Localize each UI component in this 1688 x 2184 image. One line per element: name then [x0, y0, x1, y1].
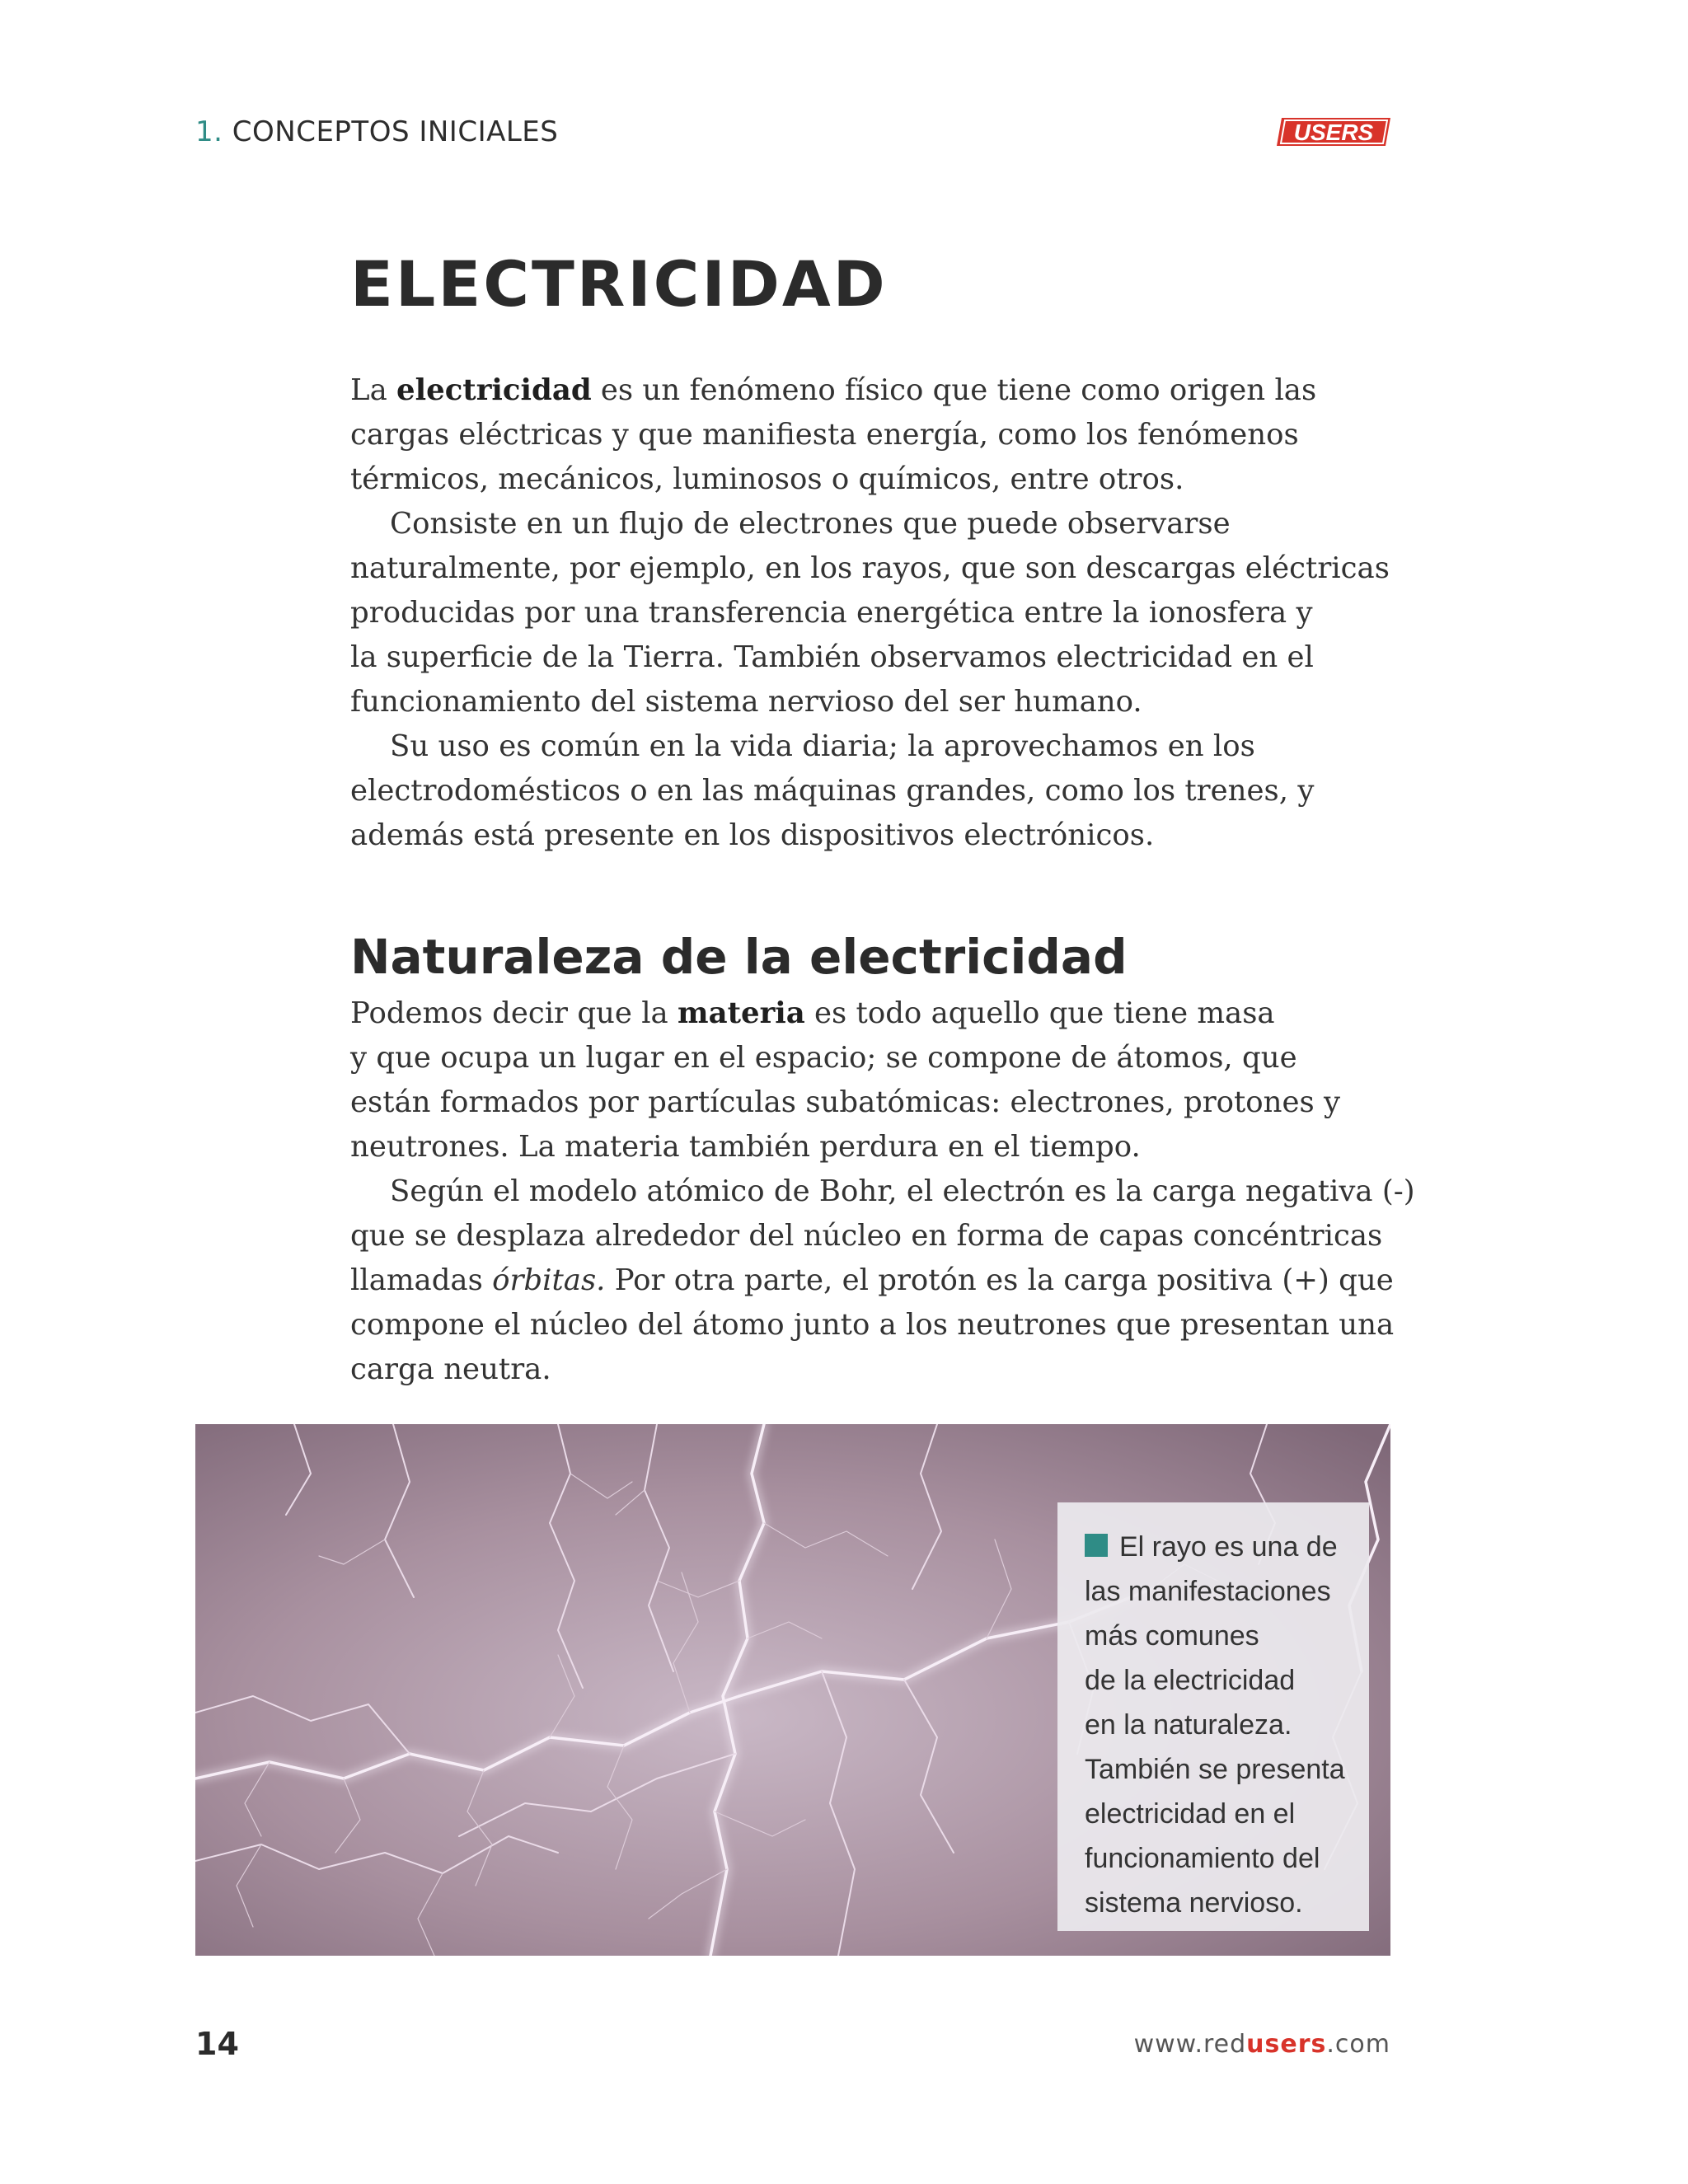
chapter-title: CONCEPTOS INICIALES	[232, 115, 559, 148]
term-orbitas: órbitas.	[492, 1263, 606, 1297]
intro-paragraph-3: Su uso es común en la vida diaria; la aprovechamos en los electrodomésticos o en las máquinas grandes, como los trenes, y además está presente en los dispositivos electrónicos.	[350, 729, 1315, 852]
nature-section	[350, 991, 1415, 1392]
term-materia: materia	[678, 996, 805, 1030]
lightning-photo	[195, 1424, 1390, 1956]
chapter-number: 1.	[195, 115, 223, 148]
caption-text: El rayo es una de las manifestaciones más comunes de la electricidad en la naturaleza. También se presenta electricidad en el funcionamiento del sistema nervioso.	[1085, 1531, 1345, 1919]
users-logo	[1277, 118, 1390, 146]
footer-url[interactable]: www.redusers.com	[1133, 2030, 1390, 2059]
intro-paragraph-2: Consiste en un flujo de electrones que puede observarse naturalmente, por ejemplo, en los rayos, que son descargas eléctricas producidas por una transferencia energética entre la ionosfera y la superficie de la Tierra. También observamos electricidad en el funcionamiento del sistema nervioso del ser humano.	[350, 507, 1390, 719]
caption-bullet-icon	[1085, 1534, 1108, 1557]
nature-paragraph-1: Podemos decir que la materia es todo aquello que tiene masa y que ocupa un lugar en el espacio; se compone de átomos, que están formados por partículas subatómicas: electrones, protones y neutrones. La materia también perdura en el tiempo.	[350, 996, 1341, 1164]
intro-section	[350, 368, 1393, 858]
section-heading: Naturaleza de la electricidad	[350, 929, 1128, 985]
running-head	[195, 115, 558, 148]
page-title: ELECTRICIDAD	[350, 247, 888, 321]
intro-paragraph-1: La electricidad es un fenómeno físico que tiene como origen las cargas eléctricas y que manifiesta energía, como los fenómenos térmicos, mecánicos, luminosos o químicos, entre otros.	[350, 373, 1317, 496]
nature-paragraph-2: Según el modelo atómico de Bohr, el electrón es la carga negativa (-) que se desplaza alrededor del núcleo en forma de capas concéntricas llamadas órbitas. Por otra parte, el protón es la carga positiva (+) que compone el núcleo del átomo junto a los neutrones que presentan una carga neutra.	[350, 1174, 1415, 1386]
page-number: 14	[195, 2026, 239, 2062]
photo-caption	[1057, 1502, 1369, 1931]
term-electricidad: electricidad	[396, 373, 592, 407]
users-logo-text: USERS	[1293, 120, 1374, 145]
